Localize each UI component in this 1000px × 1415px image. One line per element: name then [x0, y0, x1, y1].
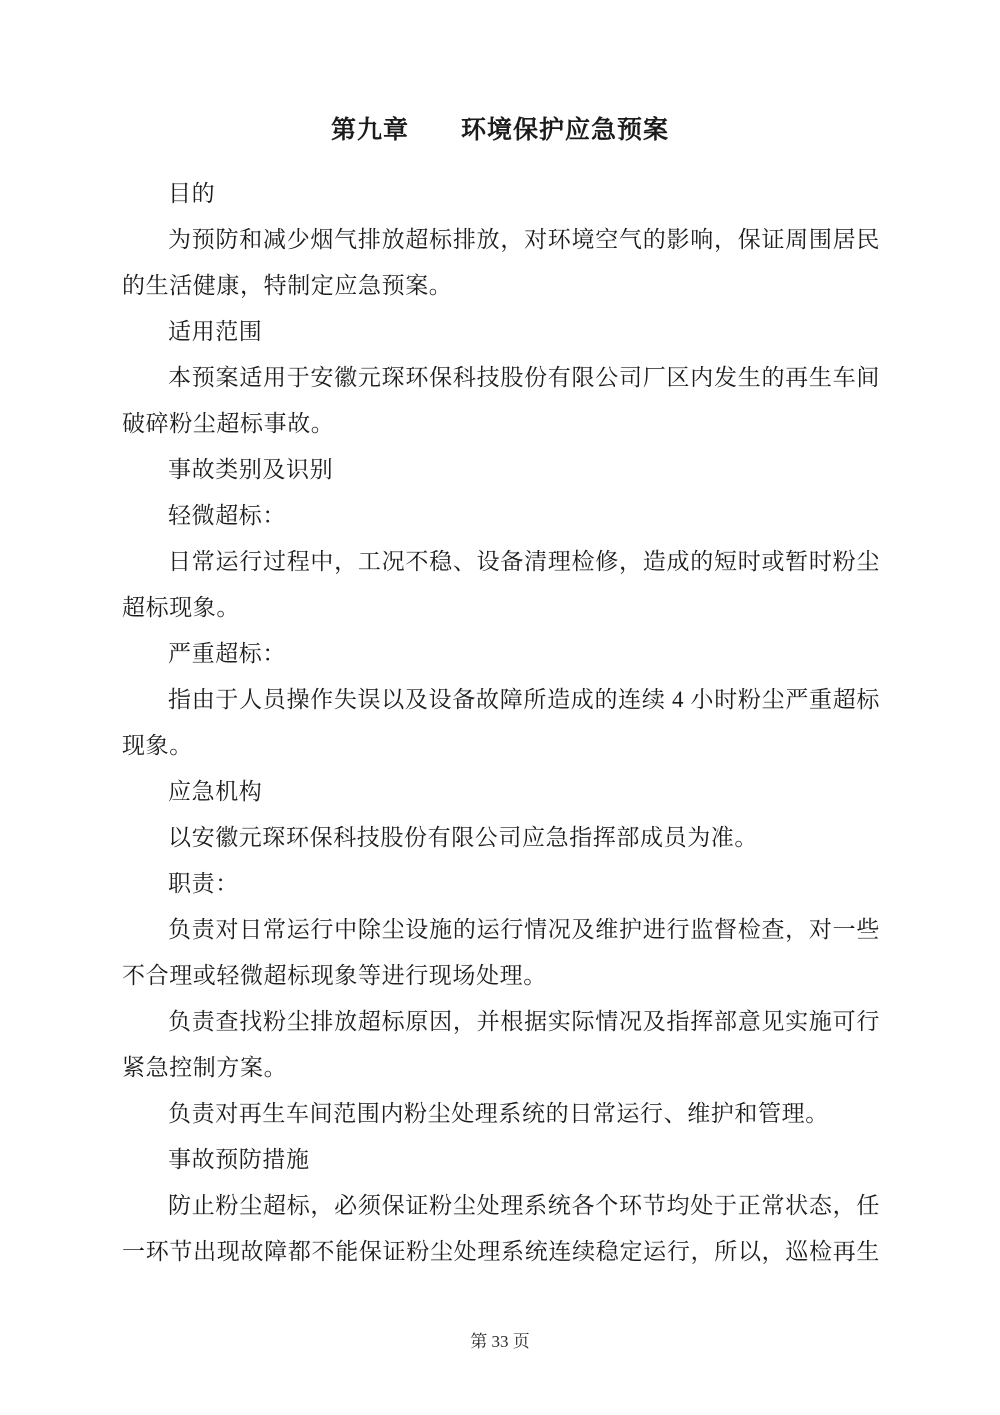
text-line: 职责： [168, 871, 239, 896]
text-line: 紧急控制方案。 [122, 1055, 288, 1080]
text-line: 防止粉尘超标，必须保证粉尘处理系统各个环节均处于正常状态，任 [168, 1193, 880, 1218]
page-number: 第 33 页 [470, 1332, 530, 1351]
text-line: 为预防和减少烟气排放超标排放，对环境空气的影响，保证周围居民 [168, 227, 880, 252]
text-line: 负责对日常运行中除尘设施的运行情况及维护进行监督检查，对一些 [168, 917, 880, 942]
text-line: 日常运行过程中，工况不稳、设备清理检修，造成的短时或暂时粉尘 [168, 549, 880, 574]
text-line: 适用范围 [168, 319, 263, 344]
text-line: 指由于人员操作失误以及设备故障所造成的连续 4 小时粉尘严重超标 [168, 687, 880, 712]
document-body [122, 171, 880, 1275]
chapter-title: 第九章 环境保护应急预案 [330, 117, 669, 144]
text-line: 应急机构 [168, 779, 263, 804]
text-line: 超标现象。 [122, 595, 240, 620]
text-line: 轻微超标： [168, 503, 286, 528]
text-line: 负责对再生车间范围内粉尘处理系统的日常运行、维护和管理。 [168, 1101, 829, 1126]
text-line: 负责查找粉尘排放超标原因，并根据实际情况及指挥部意见实施可行 [168, 1009, 880, 1034]
text-line: 以安徽元琛环保科技股份有限公司应急指挥部成员为准。 [168, 825, 758, 850]
text-line: 一环节出现故障都不能保证粉尘处理系统连续稳定运行，所以，巡检再生 [122, 1239, 880, 1264]
text-line: 事故类别及识别 [168, 457, 334, 482]
text-line: 不合理或轻微超标现象等进行现场处理。 [122, 963, 547, 988]
text-line: 事故预防措施 [168, 1147, 310, 1172]
text-line: 破碎粉尘超标事故。 [122, 411, 335, 436]
text-line: 严重超标： [168, 641, 286, 666]
text-line: 现象。 [122, 733, 193, 758]
text-line: 的生活健康，特制定应急预案。 [122, 273, 453, 298]
text-line: 本预案适用于安徽元琛环保科技股份有限公司厂区内发生的再生车间 [168, 365, 880, 390]
text-line: 目的 [168, 181, 216, 206]
